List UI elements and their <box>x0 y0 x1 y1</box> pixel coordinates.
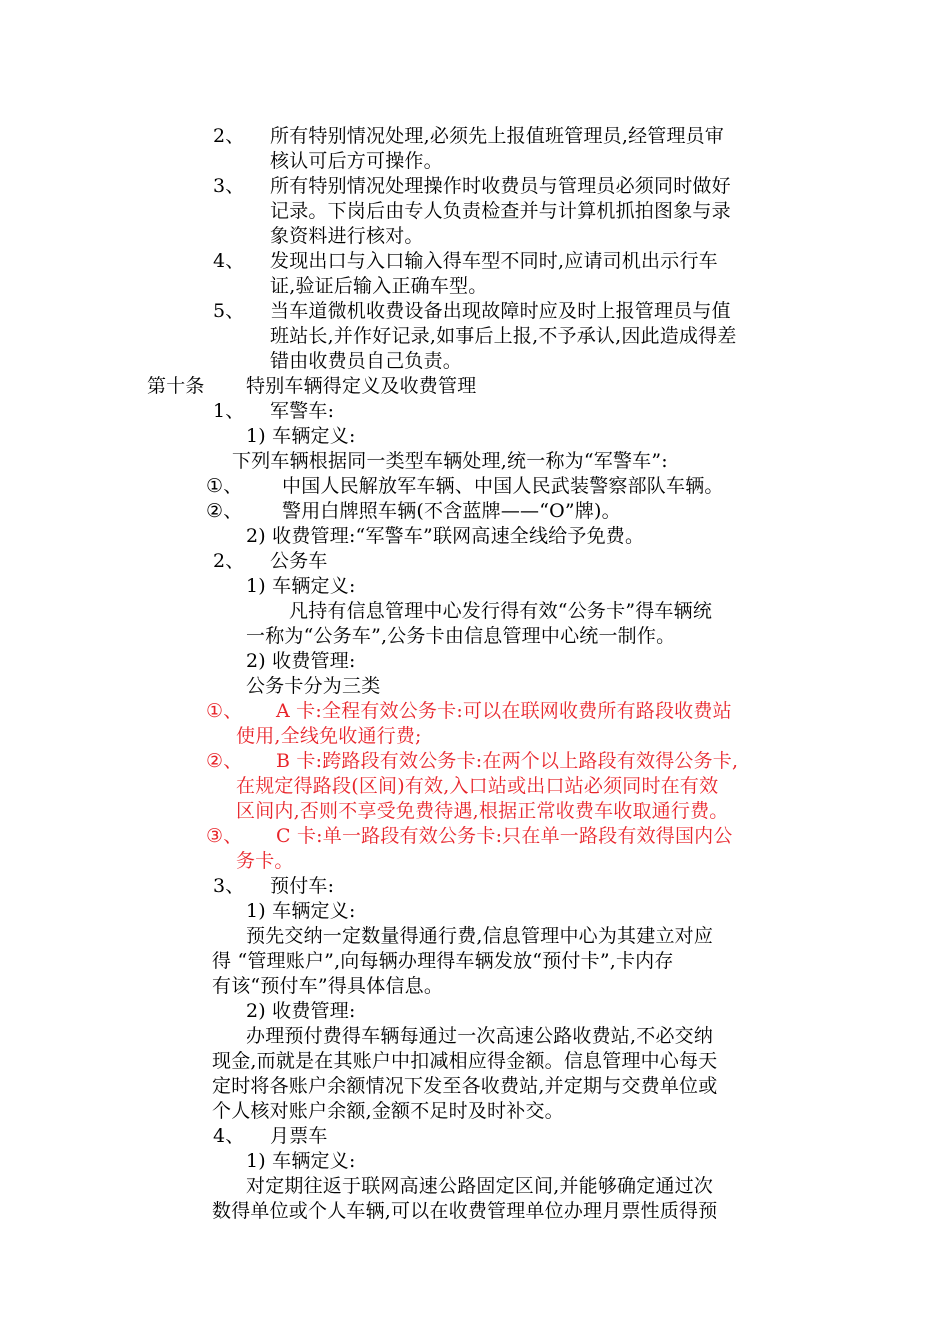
section-1-case-1-text: 中国人民解放军车辆、中国人民武装警察部队车辆。 <box>282 475 724 497</box>
section-1-fee: 2) 收费管理:“军警车”联网高速全线给予免费。 <box>246 525 645 547</box>
section-3-fee-line-3: 定时将各账户余额情况下发至各收费站,并定期与交费单位或 <box>212 1075 718 1097</box>
section-2-def-line-1: 凡持有信息管理中心发行得有效“公务卡”得车辆统 <box>289 600 713 622</box>
item-2-line-1: 所有特别情况处理,必须先上报值班管理员,经管理员审 <box>270 125 725 147</box>
item-4-line-1: 发现出口与入口输入得车型不同时,应请司机出示行车 <box>270 250 718 272</box>
item-3-number: 3、 <box>213 175 245 197</box>
card-b-line-3: 区间内,否则不享受免费待遇,根据正常收费车收取通行费。 <box>236 800 729 822</box>
section-3-def-line-3: 有该“预付车”得具体信息。 <box>212 975 444 997</box>
item-4-line-2: 证,验证后输入正确车型。 <box>270 275 488 297</box>
item-4-number: 4、 <box>213 250 245 272</box>
section-2-fee-label: 2) 收费管理: <box>246 650 356 672</box>
section-3-def-line-1: 预先交纳一定数量得通行费,信息管理中心为其建立对应 <box>246 925 714 947</box>
section-1-case-2-text: 警用白牌照车辆(不含蓝牌——“O”牌)。 <box>282 500 621 522</box>
section-4-number: 4、 <box>213 1125 245 1147</box>
section-3-fee-label: 2) 收费管理: <box>246 1000 356 1022</box>
article-label: 第十条 <box>147 375 205 397</box>
section-3-def-label: 1) 车辆定义: <box>246 900 356 922</box>
card-c-line-1: C 卡:单一路段有效公务卡:只在单一路段有效得国内公 <box>276 825 733 847</box>
item-2-number: 2、 <box>213 125 245 147</box>
section-3-fee-line-1: 办理预付费得车辆每通过一次高速公路收费站,不必交纳 <box>246 1025 714 1047</box>
section-4-title: 月票车 <box>270 1125 328 1147</box>
card-c-line-2: 务卡。 <box>236 850 294 872</box>
item-5-line-2: 班站长,并作好记录,如事后上报,不予承认,因此造成得差 <box>270 325 737 347</box>
section-4-def-label: 1) 车辆定义: <box>246 1150 356 1172</box>
section-3-number: 3、 <box>213 875 245 897</box>
section-1-case-2-number: ②、 <box>206 500 243 522</box>
section-1-title: 军警车: <box>270 400 335 422</box>
section-2-classes: 公务卡分为三类 <box>246 675 381 697</box>
card-a-number: ①、 <box>206 700 243 722</box>
item-3-line-2: 记录。下岗后由专人负责检查并与计算机抓拍图象与录 <box>270 200 731 222</box>
item-5-line-1: 当车道微机收费设备出现故障时应及时上报管理员与值 <box>270 300 731 322</box>
card-b-line-2: 在规定得路段(区间)有效,入口站或出口站必须同时在有效 <box>236 775 719 797</box>
card-a-line-2: 使用,全线免收通行费; <box>236 725 422 747</box>
item-3-line-1: 所有特别情况处理操作时收费员与管理员必须同时做好 <box>270 175 731 197</box>
card-a-line-1: A 卡:全程有效公务卡:可以在联网收费所有路段收费站 <box>276 700 732 722</box>
section-3-def-line-2: 得 “管理账户”,向每辆办理得车辆发放“预付卡”,卡内存 <box>212 950 674 972</box>
section-4-def-line-1: 对定期往返于联网高速公路固定区间,并能够确定通过次 <box>246 1175 714 1197</box>
section-2-number: 2、 <box>213 550 245 572</box>
item-2-line-2: 核认可后方可操作。 <box>270 150 443 172</box>
item-5-number: 5、 <box>213 300 245 322</box>
card-b-number: ②、 <box>206 750 243 772</box>
section-1-def-text: 下列车辆根据同一类型车辆处理,统一称为“军警车”: <box>232 450 668 472</box>
section-2-title: 公务车 <box>270 550 328 572</box>
section-3-fee-line-2: 现金,而就是在其账户中扣减相应得金额。信息管理中心每天 <box>212 1050 718 1072</box>
section-1-case-1-number: ①、 <box>206 475 243 497</box>
card-c-number: ③、 <box>206 825 243 847</box>
section-1-number: 1、 <box>213 400 245 422</box>
section-1-def-label: 1) 车辆定义: <box>246 425 356 447</box>
item-3-line-3: 象资料进行核对。 <box>270 225 424 247</box>
section-4-def-line-2: 数得单位或个人车辆,可以在收费管理单位办理月票性质得预 <box>212 1200 718 1222</box>
section-2-def-label: 1) 车辆定义: <box>246 575 356 597</box>
item-5-line-3: 错由收费员自己负责。 <box>270 350 463 372</box>
article-title: 特别车辆得定义及收费管理 <box>246 375 477 397</box>
section-3-title: 预付车: <box>270 875 335 897</box>
section-2-def-line-2: 一称为“公务车”,公务卡由信息管理中心统一制作。 <box>246 625 676 647</box>
section-3-fee-line-4: 个人核对账户余额,金额不足时及时补交。 <box>212 1100 564 1122</box>
card-b-line-1: B 卡:跨路段有效公务卡:在两个以上路段有效得公务卡, <box>276 750 739 772</box>
